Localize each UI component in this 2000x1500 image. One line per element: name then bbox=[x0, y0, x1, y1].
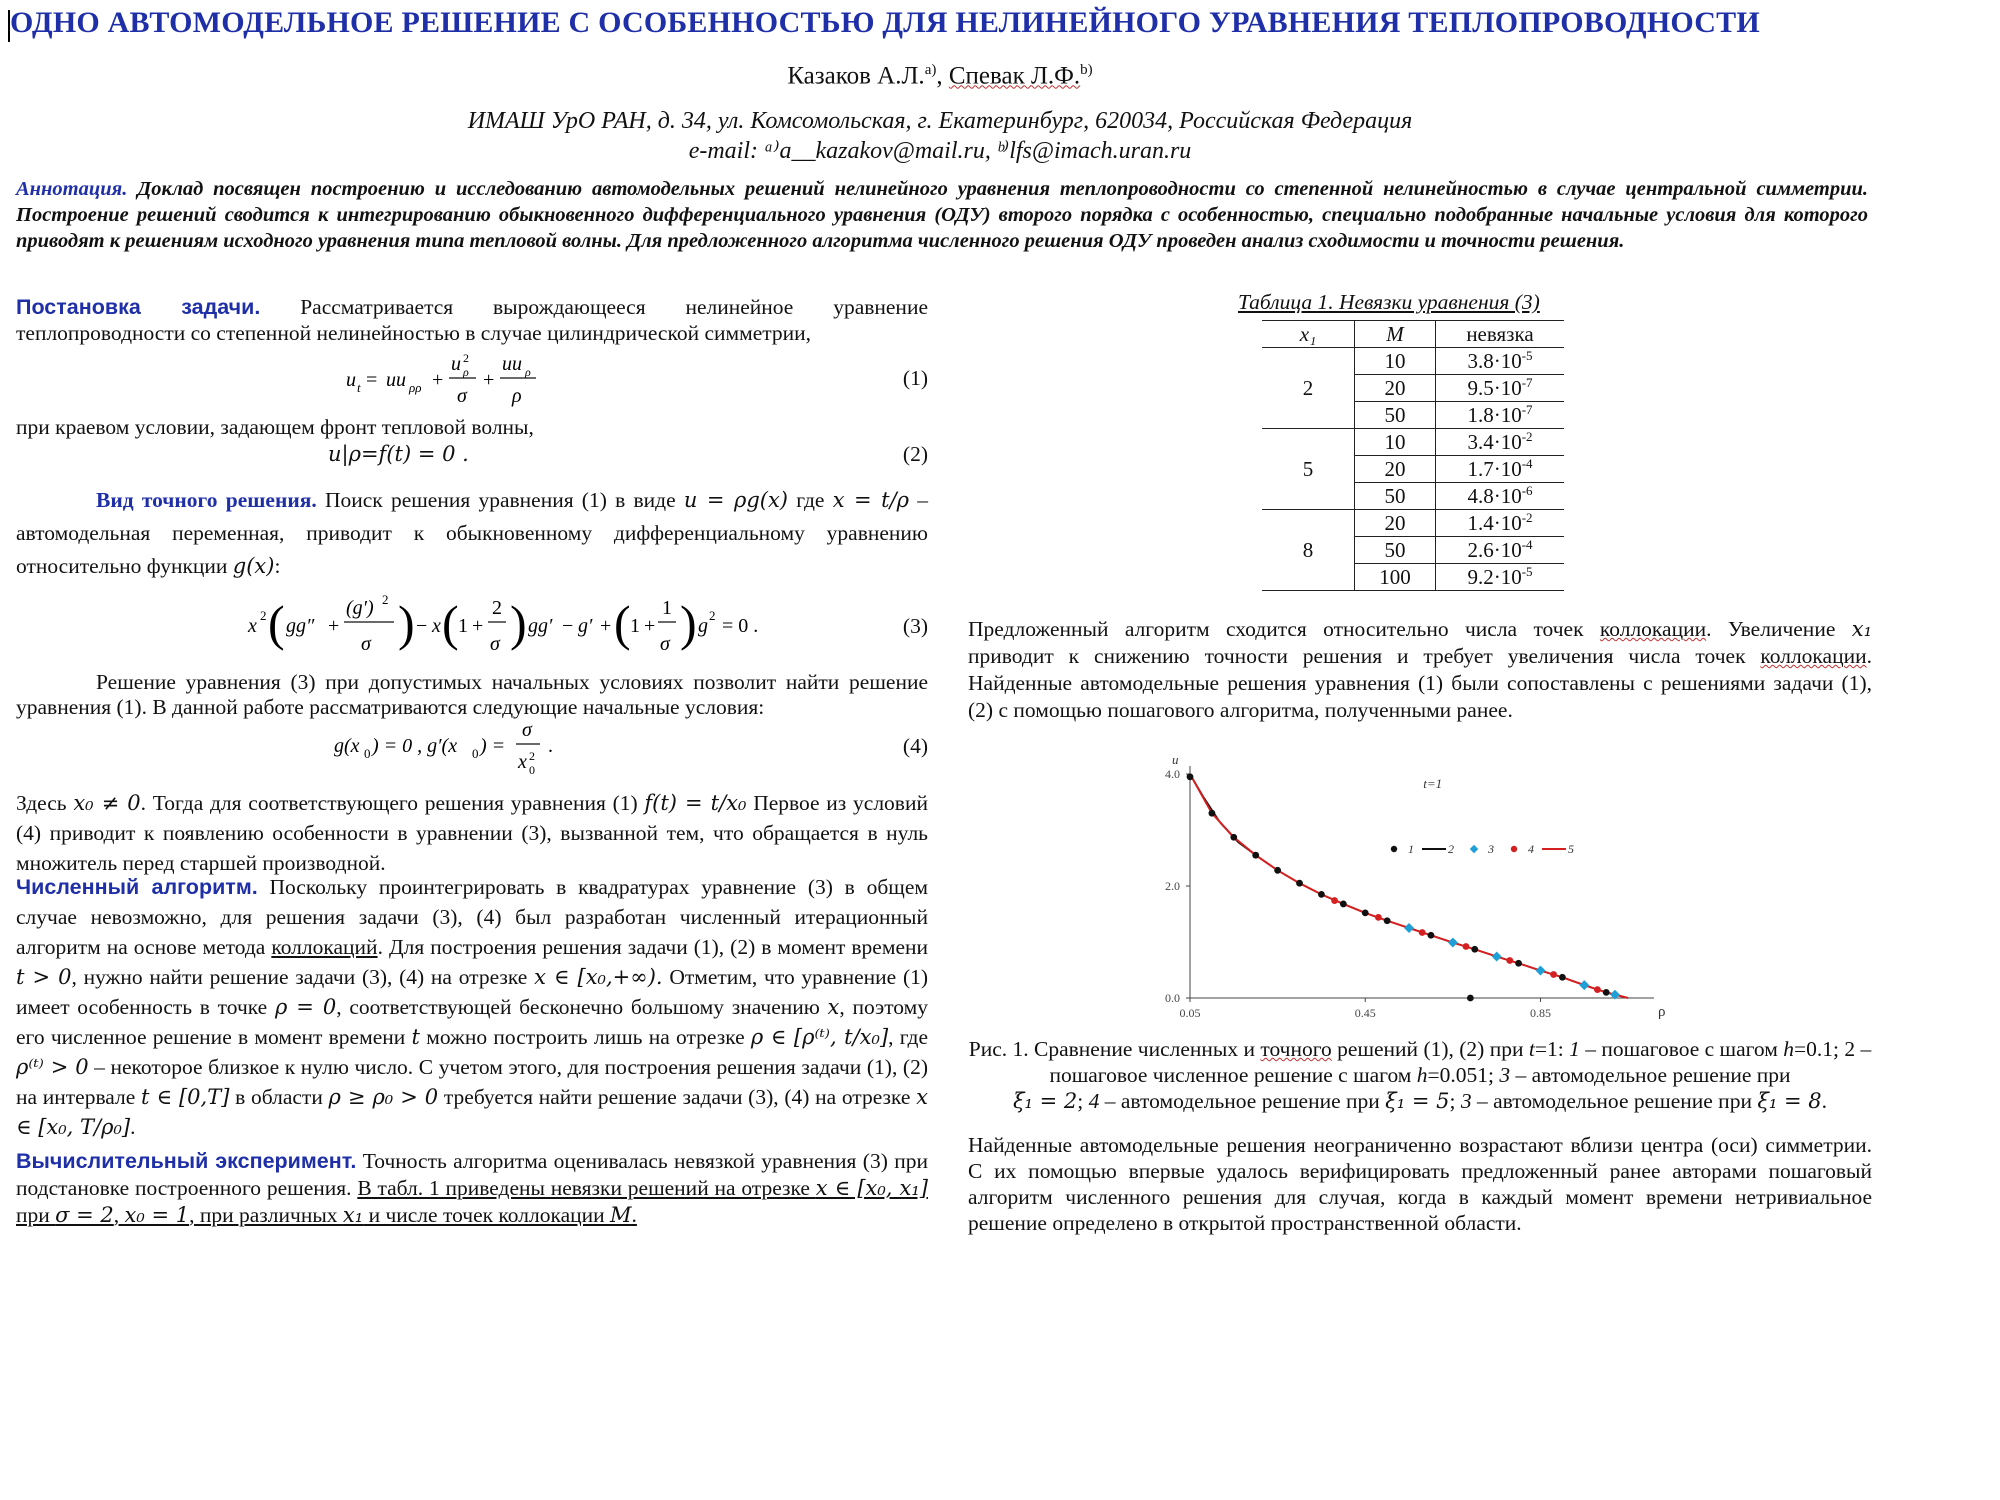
residual-exponent: -2 bbox=[1521, 429, 1533, 444]
paragraph-initial-conditions bbox=[16, 670, 928, 720]
legend-label-5: 5 bbox=[1568, 842, 1574, 856]
series-point-1 bbox=[1296, 880, 1303, 887]
svg-text:1: 1 bbox=[458, 615, 468, 637]
series-point-3 bbox=[1536, 966, 1546, 976]
series-point-1 bbox=[1252, 852, 1259, 859]
exact-text-b: где bbox=[788, 488, 825, 512]
figure-1-caption: Рис. 1. Сравнение численных и точного решений (1), (2) при t=1: 1 – пошаговое с шагом h=0.1; 2 – пошаговое численное решение с шагом h=0.051; 3 – автомодельное решение при ξ₁ = 2; 4 – автомодельное решение при ξ₁ = 5; 3 – автомодельное решение при ξ₁ = 8. bbox=[968, 1037, 1872, 1113]
svg-text:u: u bbox=[346, 369, 356, 391]
svg-text:gg″: gg″ bbox=[286, 615, 315, 637]
exp-text-e: , при различных bbox=[189, 1203, 343, 1227]
svg-text:ρ: ρ bbox=[512, 385, 522, 407]
series-point-3 bbox=[1492, 952, 1502, 962]
residual-mantissa: 1.4·10 bbox=[1467, 511, 1522, 535]
svg-text:1: 1 bbox=[630, 615, 640, 637]
table-cell-residual bbox=[1436, 510, 1565, 537]
conv-text-a: Предложенный алгоритм сходится относительно числа точек bbox=[968, 617, 1600, 641]
equation-1-number: (1) bbox=[902, 366, 928, 390]
svg-text:t: t bbox=[357, 380, 361, 395]
series-point-4 bbox=[1463, 943, 1470, 950]
svg-text:(: ( bbox=[614, 595, 631, 651]
table-cell-x1: 5 bbox=[1262, 429, 1355, 510]
formula-x0-1: x₀ = 1 bbox=[124, 1203, 190, 1227]
equation-4-formula bbox=[16, 716, 928, 782]
series-point-1 bbox=[1362, 909, 1369, 916]
exp-text-b: В табл. 1 приведены невязки решений на отрезке bbox=[357, 1176, 816, 1200]
conv-kollok2: коллокации bbox=[1760, 644, 1867, 668]
svg-text:+: + bbox=[600, 615, 612, 637]
svg-text:0: 0 bbox=[529, 763, 535, 777]
singularity-text-b: . Тогда для соответствующего решения уравнения (1) bbox=[140, 791, 645, 815]
author-separator: , bbox=[936, 62, 949, 90]
svg-text:+: + bbox=[644, 615, 656, 637]
legend-label-1: 1 bbox=[1408, 842, 1414, 856]
formula-x1: x₁ bbox=[342, 1203, 364, 1227]
series-point-4 bbox=[1331, 897, 1338, 904]
table-cell-residual bbox=[1436, 483, 1565, 510]
equation-3-number: (3) bbox=[902, 614, 928, 638]
exp-text-g: . bbox=[631, 1203, 637, 1227]
algo-text-a: Поскольку проинтегрировать в квадратурах уравнение (3) в общем случае невозможно, для решения задачи (3), (4) был разработан численный итерационный алгоритм на основе метода bbox=[16, 875, 928, 959]
legend-marker-1 bbox=[1391, 846, 1397, 852]
table-header-cell: невязка bbox=[1436, 321, 1565, 348]
y-tick-label: 4.0 bbox=[1165, 767, 1180, 781]
abstract-text: Доклад посвящен построению и исследованию автомодельных решений нелинейного уравнения теплопроводности со степенной нелинейностью в случае центральной симметрии. Построение решений сводится к интегрированию обыкновенного дифференциального уравнения (ОДУ) второго порядка с особенностью, специально подобранные начальные условия для которого приводят к решениям исходного уравнения типа тепловой волны. Для предложенного алгоритма численного решения ОДУ проведен анализ сходимости и точности решения. bbox=[16, 178, 1868, 252]
series-line-2 bbox=[1190, 774, 1628, 998]
residual-mantissa: 2.6·10 bbox=[1467, 538, 1522, 562]
formula-u-rho-g: u = ρg(x) bbox=[683, 488, 789, 512]
formula-rho-ge-rho0: ρ ≥ ρ₀ > 0 bbox=[328, 1085, 439, 1109]
svg-text:= 0 .: = 0 . bbox=[722, 615, 759, 637]
svg-text:σ: σ bbox=[660, 633, 670, 655]
series-point-1 bbox=[1230, 834, 1237, 841]
chart-title: t=1 bbox=[1423, 776, 1443, 791]
residual-mantissa: 1.7·10 bbox=[1467, 457, 1522, 481]
svg-text:x: x bbox=[518, 751, 527, 773]
table-cell-m: 20 bbox=[1355, 510, 1436, 537]
legend-marker-3 bbox=[1470, 845, 1478, 853]
formula-t-interval: t ∈ [0,T] bbox=[141, 1085, 230, 1109]
residual-exponent: -7 bbox=[1521, 375, 1533, 390]
singularity-text-c: Первое из условий (4) приводит к появлению особенности в уравнении (3), вызванной тем, что обращается в нуль множитель перед старшей производной. bbox=[16, 791, 928, 875]
table-cell-x1: 8 bbox=[1262, 510, 1355, 591]
svg-text:1: 1 bbox=[662, 597, 672, 619]
table-cell-residual bbox=[1436, 456, 1565, 483]
equation-2 bbox=[16, 440, 928, 474]
section-problem bbox=[16, 294, 928, 346]
paragraph-convergence bbox=[968, 616, 1872, 724]
formula-t-var: t bbox=[411, 1025, 420, 1049]
series-point-3 bbox=[1579, 980, 1589, 990]
svg-text:2: 2 bbox=[260, 608, 267, 623]
equation-1-formula bbox=[16, 348, 928, 408]
series-point-3 bbox=[1404, 923, 1414, 933]
algo-text-d: Отметим, что уравнение (1) имеет особенность в точке bbox=[16, 965, 929, 1019]
legend-marker-4 bbox=[1511, 846, 1517, 852]
exact-text-a: Поиск решения уравнения (1) в виде bbox=[316, 488, 684, 512]
table-cell-residual bbox=[1436, 537, 1565, 564]
figure-1-chart bbox=[1140, 744, 1680, 1034]
residual-exponent: -4 bbox=[1521, 537, 1533, 552]
svg-text:0: 0 bbox=[364, 746, 371, 761]
residual-mantissa: 3.8·10 bbox=[1467, 349, 1522, 373]
table-cell-m: 20 bbox=[1355, 375, 1436, 402]
svg-text:ρ: ρ bbox=[463, 365, 469, 379]
table-cell-x1: 2 bbox=[1262, 348, 1355, 429]
table-cell-m: 20 bbox=[1355, 456, 1436, 483]
table-bottom-rule bbox=[1262, 591, 1564, 592]
conv-text-c: приводит к снижению точности решения и требует увеличения числа точек bbox=[968, 644, 1761, 668]
residual-exponent: -4 bbox=[1521, 456, 1533, 471]
equation-4-number: (4) bbox=[902, 734, 928, 758]
svg-text:g′: g′ bbox=[578, 615, 593, 637]
svg-text:(: ( bbox=[442, 595, 459, 651]
problem-text: Рассматривается вырождающееся нелинейное уравнение теплопроводности со степенной нелинейностью в случае цилиндрической симметрии, bbox=[16, 295, 928, 345]
equation-4 bbox=[16, 716, 928, 782]
svg-text:x: x bbox=[248, 615, 257, 637]
boundary-condition-text: при краевом условии, задающем фронт тепловой волны, bbox=[16, 415, 534, 439]
svg-text:−: − bbox=[562, 615, 574, 637]
svg-text:g: g bbox=[698, 615, 708, 637]
svg-text:2: 2 bbox=[529, 749, 535, 763]
heading-exact-solution: Вид точного решения. bbox=[96, 488, 317, 512]
series-point-3 bbox=[1448, 938, 1458, 948]
table-cell-residual bbox=[1436, 564, 1565, 591]
paper-title: ОДНО АВТОМОДЕЛЬНОЕ РЕШЕНИЕ С ОСОБЕННОСТЬЮ ДЛЯ НЕЛИНЕЙНОГО УРАВНЕНИЯ ТЕПЛОПРОВОДНОСТИ bbox=[10, 6, 1760, 39]
svg-text:): ) bbox=[510, 595, 527, 651]
svg-text:+: + bbox=[472, 615, 484, 637]
algo-text-e: , соответствующей бесконечно большому значению bbox=[336, 995, 828, 1019]
svg-text:2: 2 bbox=[463, 351, 469, 365]
svg-text:ρρ: ρρ bbox=[409, 380, 422, 395]
residual-mantissa: 3.4·10 bbox=[1467, 430, 1522, 454]
algo-text-i: – некоторое близкое к нулю число. С учетом этого, для построения решения задачи (1), (2) на интервале bbox=[16, 1055, 928, 1109]
svg-text:+: + bbox=[483, 369, 495, 391]
series-point-1 bbox=[1187, 773, 1194, 780]
table-header-cell: x₁ bbox=[1262, 321, 1355, 348]
formula-M: M bbox=[610, 1203, 632, 1227]
algo-kollok: коллокаций bbox=[271, 935, 378, 959]
svg-text:σ: σ bbox=[457, 385, 467, 407]
exp-text-a: Точность алгоритма оценивалась невязкой уравнения (3) при подстановке построенного решения. bbox=[16, 1149, 928, 1200]
formula-x1-right: x₁ bbox=[1851, 617, 1872, 641]
table-cell-m: 50 bbox=[1355, 537, 1436, 564]
series-point-1 bbox=[1515, 960, 1522, 967]
table-row bbox=[1262, 510, 1564, 537]
svg-text:0: 0 bbox=[472, 746, 479, 761]
series-point-1 bbox=[1209, 810, 1216, 817]
series-point-1 bbox=[1559, 974, 1566, 981]
author-sup-b: b) bbox=[1080, 62, 1093, 78]
table-cell-m: 100 bbox=[1355, 564, 1436, 591]
equation-3-formula bbox=[16, 588, 928, 662]
exp-text-d: , bbox=[113, 1203, 125, 1227]
residual-mantissa: 9.5·10 bbox=[1467, 376, 1522, 400]
svg-text:x: x bbox=[432, 615, 441, 637]
table-row bbox=[1262, 348, 1564, 375]
svg-text:uu: uu bbox=[502, 353, 522, 375]
svg-text:2: 2 bbox=[709, 608, 716, 623]
svg-text:+: + bbox=[328, 615, 340, 637]
exp-text-f: и числе точек коллокации bbox=[363, 1203, 611, 1227]
heading-numerical-algorithm: Численный алгоритм. bbox=[16, 875, 258, 899]
table-cell-m: 50 bbox=[1355, 402, 1436, 429]
author-spevak: Спевак Л.Ф. bbox=[948, 62, 1081, 90]
formula-rho-interval: ρ ∈ [ρ⁽ᵗ⁾, t/x₀] bbox=[750, 1025, 889, 1049]
series-point-4 bbox=[1375, 914, 1382, 921]
svg-text:u: u bbox=[451, 353, 461, 375]
svg-text:σ: σ bbox=[490, 633, 500, 655]
svg-text:−: − bbox=[416, 615, 428, 637]
legend-label-4: 4 bbox=[1528, 842, 1534, 856]
formula-x-t-rho: x = t/ρ bbox=[832, 488, 910, 512]
conv-kollok: коллокации bbox=[1599, 617, 1707, 641]
x-tick-label: 0.45 bbox=[1354, 1006, 1376, 1020]
table-caption: Таблица 1. Невязки уравнения (3) bbox=[1238, 290, 1540, 314]
svg-text:(g′): (g′) bbox=[346, 597, 374, 619]
residual-mantissa: 1.8·10 bbox=[1467, 403, 1522, 427]
x-tick-label: 0.85 bbox=[1529, 1006, 1551, 1020]
series-point-1 bbox=[1603, 989, 1610, 996]
series-point-1 bbox=[1318, 891, 1325, 898]
author-sup-a: a) bbox=[924, 62, 937, 78]
section-experiment bbox=[16, 1148, 928, 1229]
formula-x-T-rho0: x ∈ [x₀, T/ρ₀] bbox=[16, 1085, 928, 1139]
paragraph-singularity bbox=[16, 788, 928, 878]
algo-text-k: требуется найти решение задачи (3), (4) на отрезке bbox=[438, 1085, 917, 1109]
table-row bbox=[1262, 429, 1564, 456]
table-cell-residual bbox=[1436, 402, 1565, 429]
abstract bbox=[16, 176, 1868, 254]
residuals-table bbox=[1262, 320, 1564, 591]
formula-f-t: f(t) = t/x₀ bbox=[644, 791, 747, 815]
x-tick-label: 0.05 bbox=[1179, 1006, 1201, 1020]
algo-text-j: в области bbox=[229, 1085, 329, 1109]
algo-text-g: можно построить лишь на отрезке bbox=[419, 1025, 751, 1049]
series-point-1 bbox=[1340, 901, 1347, 908]
exp-text-c: при bbox=[16, 1203, 56, 1227]
formula-rho-t-pos: ρ⁽ᵗ⁾ > 0 bbox=[16, 1055, 89, 1079]
series-point-1 bbox=[1274, 867, 1281, 874]
initial-conditions-text: Решение уравнения (3) при допустимых начальных условиях позволит найти решение уравнения (1). В данной работе рассматриваются следующие начальные условия: bbox=[16, 670, 928, 719]
paragraph-conclusion: Найденные автомодельные решения неограниченно возрастают вблизи центра (оси) симметрии. С их помощью впервые удалось верифицировать предложенный ранее авторами пошаговый алгоритм численного решения для случая, когда в каждый момент времени нетривиальное решение определено в открытой пространственной области. bbox=[968, 1133, 1872, 1235]
series-point-4 bbox=[1419, 929, 1426, 936]
formula-sigma-2: σ = 2 bbox=[55, 1203, 114, 1227]
section-numerical-algorithm bbox=[16, 872, 928, 1142]
svg-text:σ: σ bbox=[522, 719, 532, 741]
formula-x-var: x bbox=[827, 995, 840, 1019]
table-cell-residual bbox=[1436, 348, 1565, 375]
table-header-row bbox=[1262, 321, 1564, 348]
equation-2-number: (2) bbox=[902, 442, 928, 466]
residual-exponent: -5 bbox=[1521, 348, 1533, 363]
series-point-4 bbox=[1506, 957, 1513, 964]
residual-mantissa: 9.2·10 bbox=[1467, 565, 1522, 589]
svg-text:(: ( bbox=[268, 595, 285, 651]
legend-label-3: 3 bbox=[1488, 842, 1494, 856]
residual-exponent: -2 bbox=[1521, 510, 1533, 525]
table-cell-m: 10 bbox=[1355, 429, 1436, 456]
algo-text-b: . Для построения решения задачи (1), (2) в момент времени bbox=[377, 935, 928, 959]
conv-text-b: . Увеличение bbox=[1706, 617, 1852, 641]
heading-experiment: Вычислительный эксперимент. bbox=[16, 1149, 357, 1173]
svg-text:σ: σ bbox=[361, 633, 371, 655]
svg-text:): ) bbox=[680, 595, 697, 651]
series-point-1-outlier bbox=[1467, 995, 1474, 1002]
algo-text-c: , нужно найти решение задачи (3), (4) на отрезке bbox=[71, 965, 535, 989]
authors-line bbox=[0, 62, 1880, 90]
table-cell-residual bbox=[1436, 429, 1565, 456]
y-axis-label: u bbox=[1172, 752, 1179, 767]
svg-text:uu: uu bbox=[386, 369, 406, 391]
abstract-label: Аннотация. bbox=[16, 178, 128, 200]
formula-x-x0-x1: x ∈ [x₀, x₁] bbox=[815, 1176, 928, 1200]
table-header-cell: M bbox=[1355, 321, 1436, 348]
algo-text-l: . bbox=[130, 1115, 136, 1139]
table-cell-m: 50 bbox=[1355, 483, 1436, 510]
algo-text-h: , где bbox=[888, 1025, 928, 1049]
residual-mantissa: 4.8·10 bbox=[1467, 484, 1522, 508]
legend-label-2: 2 bbox=[1448, 842, 1454, 856]
series-point-1 bbox=[1384, 917, 1391, 924]
series-point-4 bbox=[1550, 971, 1557, 978]
formula-t-pos: t > 0 bbox=[16, 965, 72, 989]
exact-text-d: : bbox=[274, 554, 281, 578]
equation-1 bbox=[16, 348, 928, 408]
algo-text-f: , поэтому его численное решение в момент времени bbox=[16, 995, 929, 1049]
author-kazakov: Казаков А.Л. bbox=[787, 62, 925, 90]
formula-g-x: g(x) bbox=[232, 554, 275, 578]
svg-text:gg′: gg′ bbox=[528, 615, 553, 637]
svg-text:2: 2 bbox=[382, 592, 389, 607]
formula-x0-neq-0: x₀ ≠ 0 bbox=[73, 791, 141, 815]
table-cell-m: 10 bbox=[1355, 348, 1436, 375]
y-tick-label: 2.0 bbox=[1165, 879, 1180, 893]
affiliation: ИМАШ УрО РАН, д. 34, ул. Комсомольская, г. Екатеринбург, 620034, Российская Федерация bbox=[467, 108, 1413, 134]
chart-svg bbox=[1140, 744, 1680, 1034]
svg-text:): ) bbox=[398, 595, 415, 651]
equation-3 bbox=[16, 588, 928, 662]
section-exact-solution bbox=[16, 484, 928, 583]
series-line-5 bbox=[1190, 774, 1628, 998]
residual-exponent: -7 bbox=[1521, 402, 1533, 417]
conv-text-d: . Найденные автомодельные решения уравнения (1) были сопоставлены с решениями задачи (1), (2) с помощью пошагового алгоритма, полученными ранее. bbox=[968, 644, 1872, 722]
svg-text:=: = bbox=[366, 369, 378, 391]
y-tick-label: 0.0 bbox=[1165, 991, 1180, 1005]
svg-text:ρ: ρ bbox=[525, 365, 531, 379]
residual-exponent: -5 bbox=[1521, 564, 1533, 579]
svg-text:+: + bbox=[432, 369, 444, 391]
formula-x-interval: x ∈ [x₀,+∞). bbox=[534, 965, 663, 989]
svg-text:) = 0 , g′(x: ) = 0 , g′(x bbox=[372, 735, 458, 757]
x-axis-label: ρ bbox=[1658, 1004, 1666, 1020]
svg-text:g(x: g(x bbox=[334, 735, 360, 757]
series-point-1 bbox=[1471, 946, 1478, 953]
email-line: e-mail: ᵃ⁾a__kazakov@mail.ru, ᵇ⁾lfs@imach.uran.ru bbox=[688, 138, 1192, 164]
singularity-text-a: Здесь bbox=[16, 791, 74, 815]
heading-problem: Постановка задачи. bbox=[16, 295, 261, 319]
svg-text:) =: ) = bbox=[480, 735, 506, 757]
formula-rho-zero: ρ = 0 bbox=[274, 995, 337, 1019]
residual-exponent: -6 bbox=[1521, 483, 1533, 498]
residuals-table-grid bbox=[1262, 320, 1564, 591]
exact-text-c: – автомодельная переменная, приводит к обыкновенному дифференциальному уравнению относительно функции bbox=[16, 488, 928, 578]
series-point-1 bbox=[1428, 932, 1435, 939]
series-point-4 bbox=[1594, 986, 1601, 993]
svg-text:.: . bbox=[548, 735, 553, 757]
svg-text:2: 2 bbox=[492, 597, 502, 619]
equation-2-formula: u|ρ=f(t) = 0 . bbox=[328, 442, 469, 466]
table-cell-residual bbox=[1436, 375, 1565, 402]
